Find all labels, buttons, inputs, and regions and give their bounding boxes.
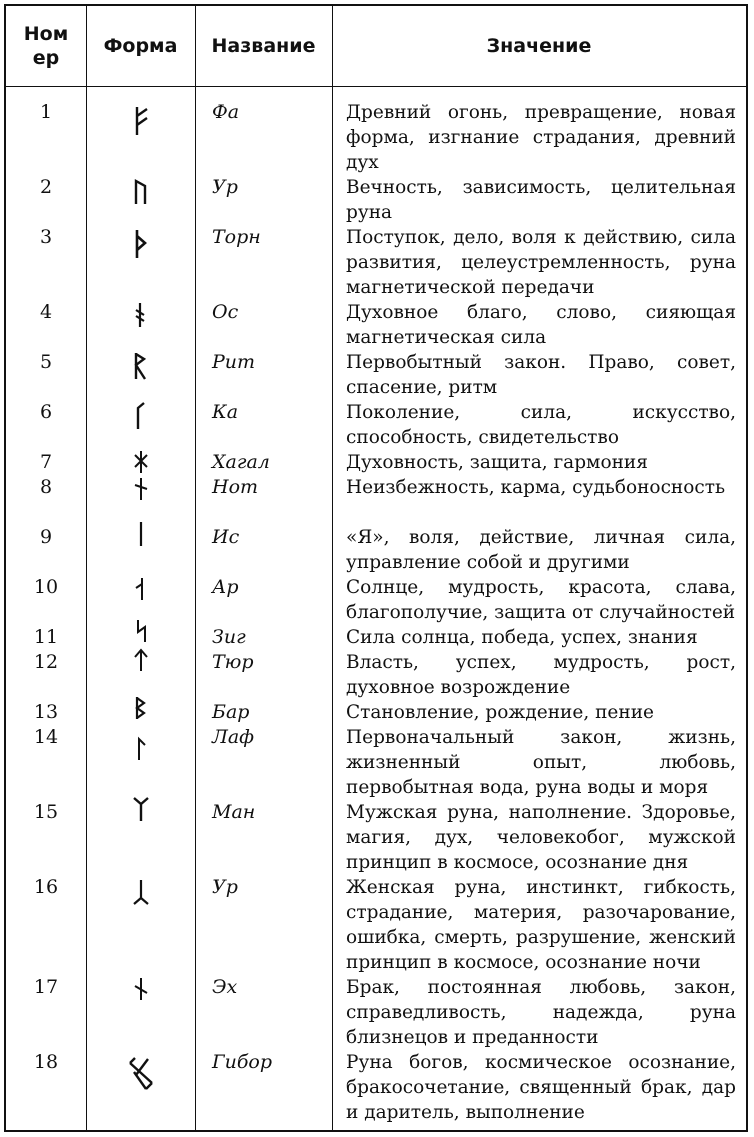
ka-rune-icon [86, 402, 195, 428]
column-divider [86, 6, 87, 1130]
row-number: 9 [39, 526, 53, 548]
os-rune-icon [86, 302, 195, 328]
rune-name: Ур [212, 876, 238, 898]
rune-name: Рит [212, 351, 256, 373]
rune-name: Ос [212, 301, 239, 323]
rune-meaning: Духовное благо, слово, сияющая магнетическая сила [346, 302, 736, 348]
rune-meaning: Сила солнца, победа, успех, знания [346, 627, 698, 648]
rune-meaning: Становление, рождение, пение [346, 702, 654, 723]
rune-name: Тюр [212, 651, 254, 673]
rune-meaning: Поступок, дело, воля к действию, сила развития, целеустремленность, руна магнетической передачи [346, 227, 736, 298]
ur-rune-icon [86, 179, 195, 205]
row-number: 16 [33, 876, 59, 898]
rune-meaning: Первоначальный закон, жизнь, жизненный опыт, любовь, первобытная вода, руна воды и моря [346, 727, 736, 798]
row-number: 13 [33, 701, 59, 723]
rune-name: Торн [212, 226, 261, 248]
hagal-rune-icon [86, 450, 195, 476]
rune-name: Зиг [212, 626, 246, 648]
rune-meaning: Неизбежность, карма, судьбоносность [346, 477, 726, 498]
rune-meaning: Древний огонь, превращение, новая форма, изгнание страдания, древний дух [346, 102, 736, 173]
ar-rune-icon [86, 577, 195, 603]
rune-meaning: Женская руна, инстинкт, гибкость, страдание, материя, разочарование, ошибка, смерть, разрушение, женский принцип в космосе, осознание ночи [346, 877, 736, 973]
row-number: 15 [33, 801, 59, 823]
row-number: 11 [33, 626, 59, 648]
man-rune-icon [86, 796, 195, 822]
row-number: 8 [39, 476, 53, 498]
rune-name: Ар [212, 576, 239, 598]
header-divider [6, 86, 746, 87]
row-number: 4 [39, 301, 53, 323]
rune-name: Лаф [212, 726, 255, 748]
rune-meaning: Солнце, мудрость, красота, слава, благополучие, защита от случайностей [346, 577, 736, 623]
header-meaning: Значение [486, 35, 592, 57]
row-number: 14 [33, 726, 59, 748]
row-number: 5 [39, 351, 53, 373]
rune-meaning: Руна богов, космическое осознание, бракосочетание, священный брак, дар и даритель, выполнение [346, 1052, 736, 1123]
rune-name: Эх [212, 976, 238, 998]
rune-meaning: Мужская руна, наполнение. Здоровье, магия, дух, человекобог, мужской принцип в космосе, осознание дня [346, 802, 736, 873]
eh-rune-icon [86, 977, 195, 1003]
row-number: 2 [39, 176, 53, 198]
rune-name: Ман [212, 801, 256, 823]
rune-meaning: Брак, постоянная любовь, закон, справедливость, надежда, руна близнецов и преданности [346, 977, 736, 1048]
sig-rune-icon [86, 619, 195, 645]
rune-meaning: Духовность, защита, гармония [346, 452, 648, 473]
gibor-rune-icon [86, 1054, 195, 1080]
row-number: 7 [39, 451, 53, 473]
row-number: 12 [33, 651, 59, 673]
rune-name: Гибор [212, 1051, 273, 1073]
thorn-rune-icon [86, 229, 195, 255]
runes-table [4, 4, 748, 1132]
row-number: 1 [39, 101, 53, 123]
row-number: 18 [33, 1051, 59, 1073]
rune-meaning: Первобытный закон. Право, совет, спасение, ритм [346, 352, 736, 398]
bar-rune-icon [86, 696, 195, 722]
rune-name: Ка [212, 401, 239, 423]
header-number-label: Номер [23, 23, 69, 69]
row-number: 17 [33, 976, 59, 998]
not-rune-icon [86, 477, 195, 503]
row-number: 3 [39, 226, 53, 248]
tyr-rune-icon [86, 648, 195, 674]
rune-name: Хагал [212, 451, 270, 473]
header-form: Форма [103, 35, 178, 57]
header-number [6, 6, 86, 86]
rune-meaning: Власть, успех, мудрость, рост, духовное возрождение [346, 652, 736, 698]
rune-name: Бар [212, 701, 250, 723]
rune-meaning: Поколение, сила, искусство, способность, свидетельство [346, 402, 736, 448]
rune-name: Ис [212, 526, 240, 548]
rune-name: Фа [212, 101, 240, 123]
row-number: 6 [39, 401, 53, 423]
rune-meaning: Вечность, зависимость, целительная руна [346, 177, 736, 223]
rune-meaning: «Я», воля, действие, личная сила, управление собой и другими [346, 527, 736, 573]
rune-name: Ур [212, 176, 238, 198]
column-divider [195, 6, 196, 1130]
row-number: 10 [33, 576, 59, 598]
laf-rune-icon [86, 737, 195, 763]
fehu-rune-icon [86, 106, 195, 132]
is-rune-icon [86, 521, 195, 547]
column-divider [332, 6, 333, 1130]
rit-rune-icon [86, 352, 195, 378]
header-name: Название [211, 35, 316, 57]
rune-name: Нот [212, 476, 259, 498]
yr-rune-icon [86, 879, 195, 905]
